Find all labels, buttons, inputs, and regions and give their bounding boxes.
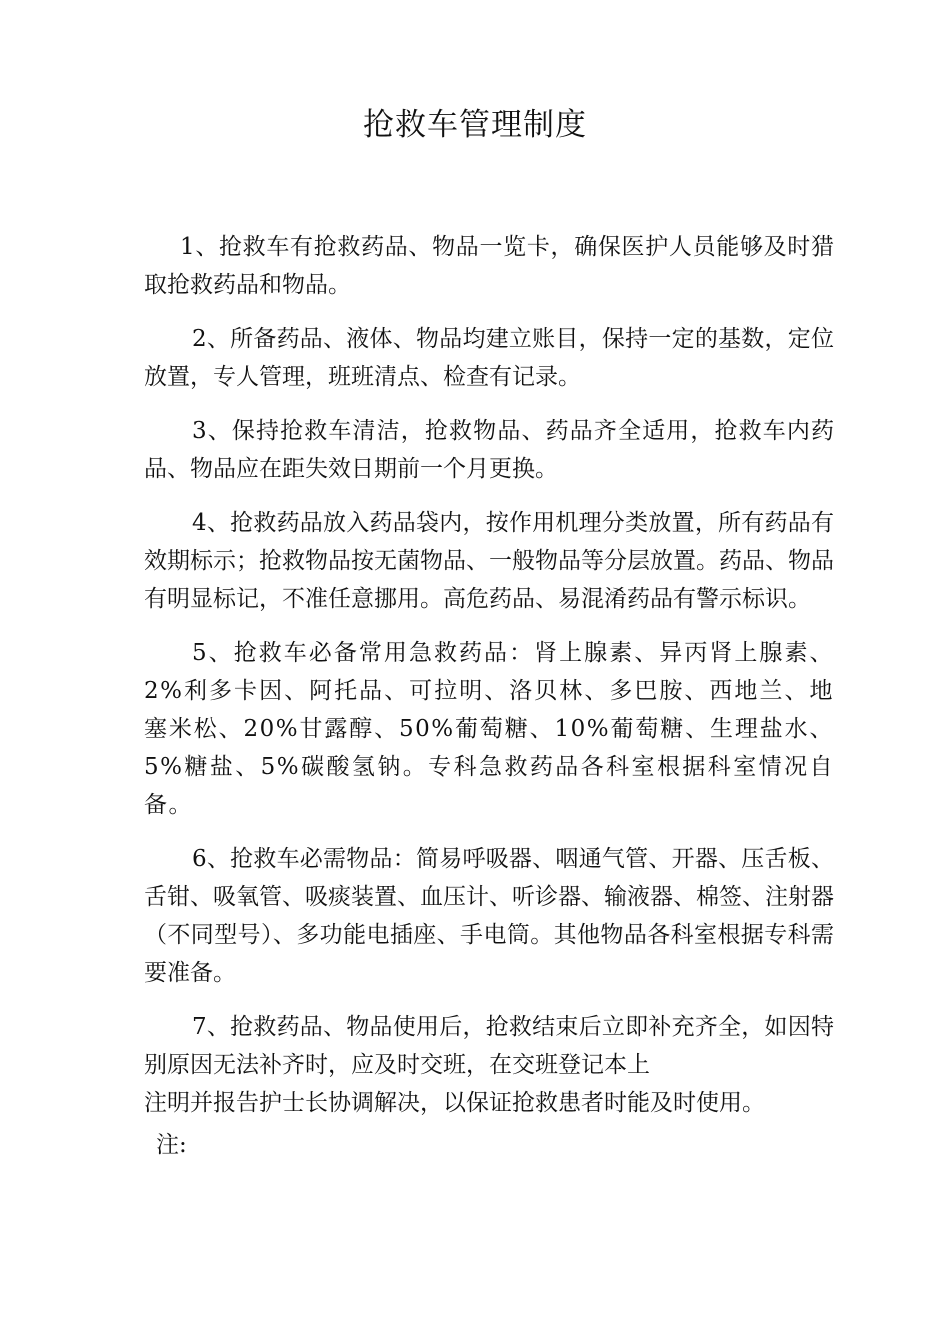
rule-paragraph-6: 6、抢救车必需物品：简易呼吸器、咽通气管、开器、压舌板、舌钳、吸氧管、吸痰装置、血压计、听诊器、输液器、棉签、注射器（不同型号）、多功能电插座、手电筒。其他物品各科室根据专科需要准备。 <box>144 846 834 986</box>
rule-paragraph-7 <box>144 1008 834 1122</box>
document-body <box>144 228 834 1164</box>
rule-paragraph-1: 1、抢救车有抢救药品、物品一览卡，确保医护人员能够及时猎取抢救药品和物品。 <box>144 234 834 298</box>
rule-paragraph-7-line-1: 7、抢救药品、物品使用后，抢救结束后立即补充齐全，如因特别原因无法补齐时，应及时交班，在交班登记本上 <box>144 1014 834 1078</box>
note-label: 注: <box>156 1132 187 1158</box>
rule-paragraph-7-line-2: 注明并报告护士长协调解决，以保证抢救患者时能及时使用。 <box>144 1090 765 1116</box>
rule-paragraph-5: 5、抢救车必备常用急救药品：肾上腺素、异丙肾上腺素、2%利多卡因、阿托品、可拉明、洛贝林、多巴胺、西地兰、地塞米松、20%甘露醇、50%葡萄糖、10%葡萄糖、生理盐水、5%糖盐、5%碳酸氢钠。专科急救药品各科室根据科室情况自备。 <box>144 640 834 818</box>
rule-paragraph-2: 2、所备药品、液体、物品均建立账目，保持一定的基数，定位放置，专人管理，班班清点、检查有记录。 <box>144 326 834 390</box>
document-title: 抢救车管理制度 <box>363 107 587 143</box>
rule-paragraph-4: 4、抢救药品放入药品袋内，按作用机理分类放置，所有药品有效期标示；抢救物品按无菌物品、一般物品等分层放置。药品、物品有明显标记，不准任意挪用。高危药品、易混淆药品有警示标识。 <box>144 510 834 612</box>
rule-paragraph-3: 3、保持抢救车清洁，抢救物品、药品齐全适用，抢救车内药品、物品应在距失效日期前一个月更换。 <box>144 418 834 482</box>
